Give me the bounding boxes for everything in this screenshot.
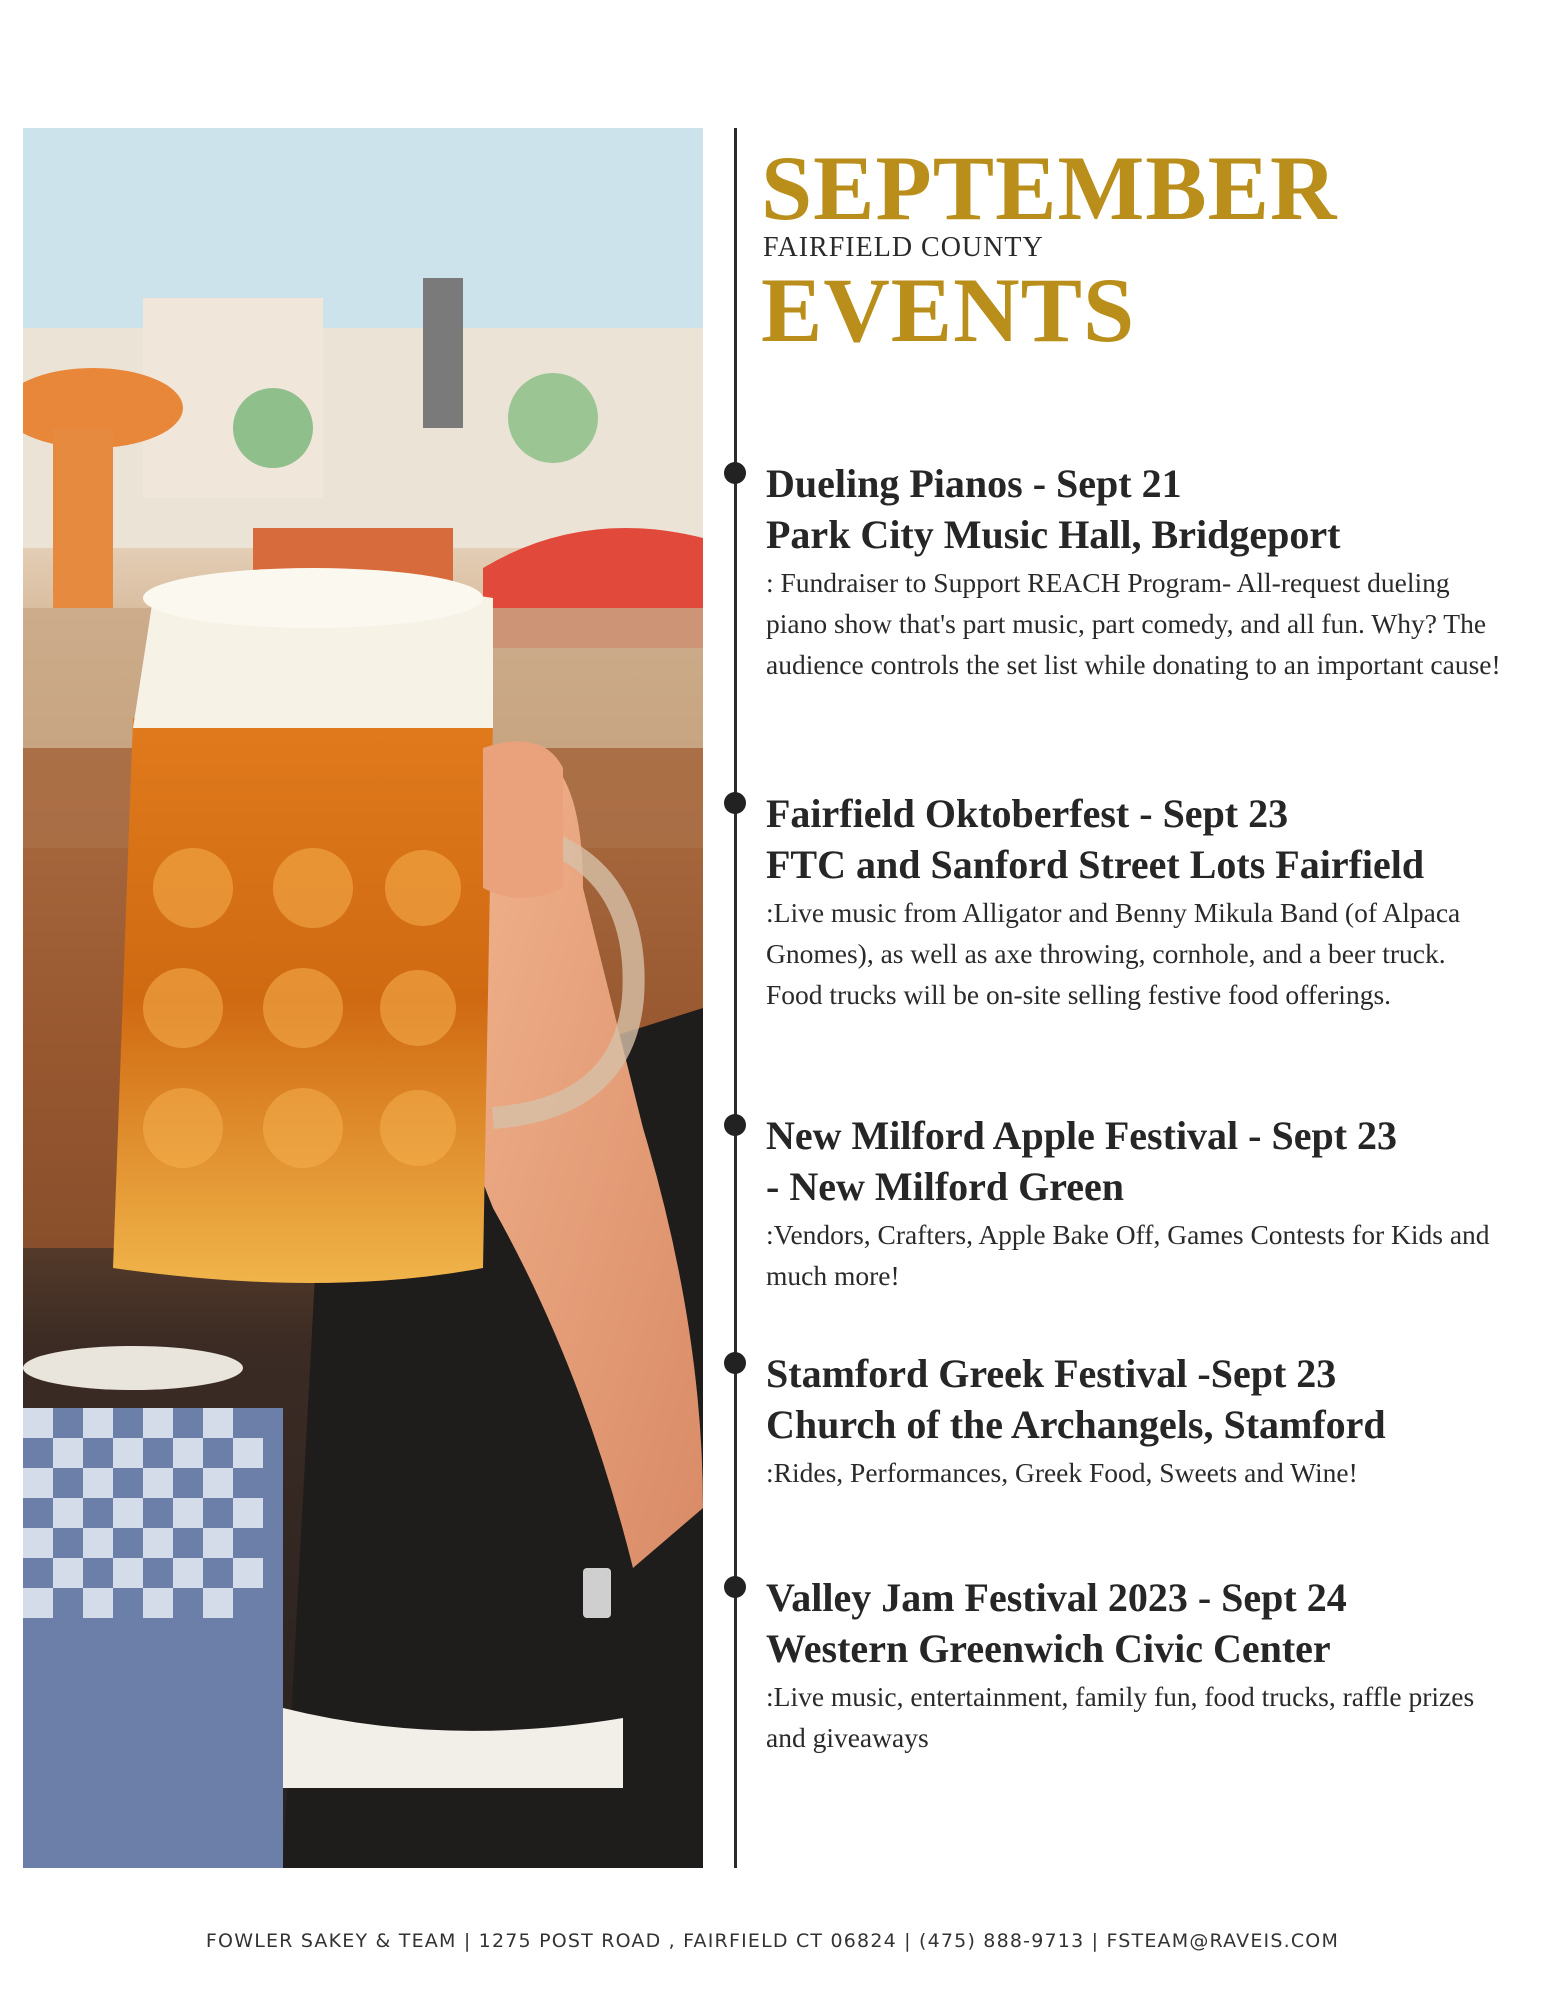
event-description: :Vendors, Crafters, Apple Bake Off, Games Contests for Kids and much more! (766, 1219, 1490, 1291)
event-description: :Rides, Performances, Greek Food, Sweets and Wine! (766, 1457, 1358, 1488)
event-item (766, 1348, 1506, 1493)
beer-stein-photo (23, 128, 703, 1868)
title-events: EVENTS (761, 259, 1136, 361)
event-venue: Park City Music Hall, Bridgeport (766, 512, 1341, 557)
timeline-line (734, 128, 737, 1868)
subtitle-county: FAIRFIELD COUNTY (763, 232, 1044, 263)
timeline-dot (724, 1352, 746, 1374)
timeline-dot (724, 462, 746, 484)
event-description: : Fundraiser to Support REACH Program- All-request dueling piano show that's part music, part comedy, and all fun. Why? The audience controls the set list while donating to an important cause! (766, 567, 1501, 680)
event-item (766, 1110, 1506, 1296)
event-venue: Western Greenwich Civic Center (766, 1626, 1331, 1671)
event-title: Stamford Greek Festival -Sept 23 (766, 1351, 1337, 1396)
event-title: New Milford Apple Festival - Sept 23 (766, 1113, 1398, 1158)
event-item (766, 458, 1506, 685)
footer-contact: FOWLER SAKEY & TEAM | 1275 POST ROAD , FAIRFIELD CT 06824 | (475) 888-9713 | FSTEAM@RAVEIS.COM (205, 1930, 1340, 1952)
event-venue: FTC and Sanford Street Lots Fairfield (766, 842, 1425, 887)
event-venue: Church of the Archangels, Stamford (766, 1402, 1386, 1447)
event-item (766, 1572, 1506, 1758)
event-title: Dueling Pianos - Sept 21 (766, 461, 1182, 506)
event-venue: - New Milford Green (766, 1164, 1125, 1209)
timeline-dot (724, 1114, 746, 1136)
timeline-dot (724, 1576, 746, 1598)
event-description: :Live music, entertainment, family fun, food trucks, raffle prizes and giveaways (766, 1681, 1475, 1753)
event-description: :Live music from Alligator and Benny Mikula Band (of Alpaca Gnomes), as well as axe throwing, cornhole, and a beer truck. Food trucks will be on-site selling festive food offerings. (766, 897, 1461, 1010)
event-item (766, 788, 1506, 1015)
event-title: Valley Jam Festival 2023 - Sept 24 (766, 1575, 1347, 1620)
event-title: Fairfield Oktoberfest - Sept 23 (766, 791, 1289, 836)
timeline-dot (724, 792, 746, 814)
title-september: SEPTEMBER (761, 137, 1338, 239)
